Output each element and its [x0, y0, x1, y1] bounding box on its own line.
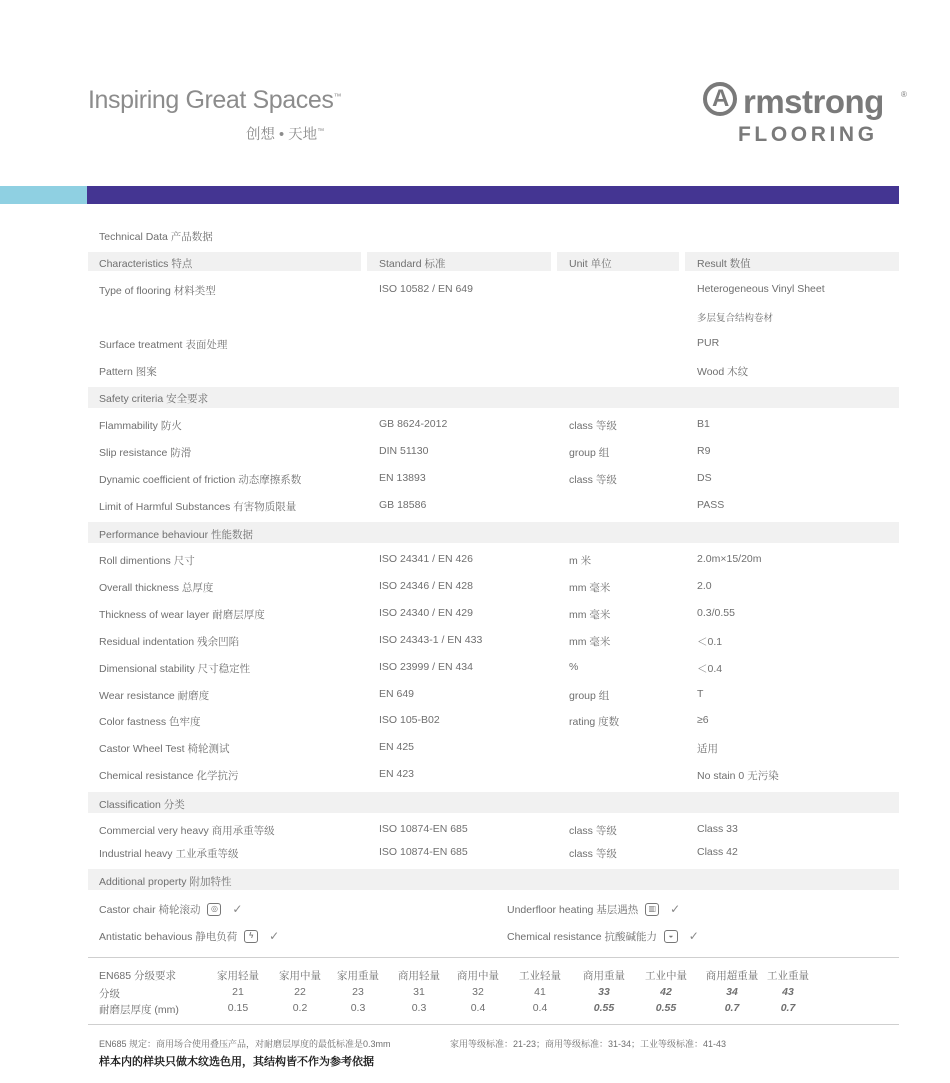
- en685-grade: 41: [534, 986, 546, 998]
- row-characteristic: Slip resistance 防滑: [99, 447, 192, 459]
- row-result: Class 42: [697, 846, 738, 858]
- row-result: DS: [697, 472, 712, 484]
- row-characteristic: Pattern 图案: [99, 366, 157, 378]
- row-result: 2.0: [697, 580, 712, 592]
- row-result: 适用: [697, 743, 718, 755]
- row-standard: DIN 51130: [379, 445, 429, 457]
- row-standard: ISO 24346 / EN 428: [379, 580, 473, 592]
- en685-header: 工业轻量: [519, 970, 561, 982]
- en685-grade: 22: [294, 986, 306, 998]
- en685-thickness: 0.7: [780, 1002, 796, 1014]
- en685-grade: 33: [598, 986, 610, 998]
- row-characteristic: Roll dimentions 尺寸: [99, 555, 195, 567]
- row-unit: group 组: [569, 690, 610, 702]
- row-characteristic: Limit of Harmful Substances 有害物质限量: [99, 501, 297, 513]
- static-icon: ϟ: [244, 930, 258, 943]
- row-characteristic: Residual indentation 残余凹陷: [99, 636, 240, 648]
- en685-header: 家用中量: [279, 970, 321, 982]
- row-characteristic: Color fastness 色牢度: [99, 716, 201, 728]
- row-characteristic: Commercial very heavy 商用承重等级: [99, 825, 275, 837]
- row-standard: EN 13893: [379, 472, 426, 484]
- row-result: ＜0.1: [697, 636, 723, 648]
- row-result: Heterogeneous Vinyl Sheet: [697, 283, 825, 295]
- row-result: 2.0m×15/20m: [697, 553, 762, 565]
- note-regulation: EN685 规定：商用场合使用叠压产品，对耐磨层厚度的最低标准是0.3mm: [99, 1039, 391, 1049]
- row-standard: ISO 105-B02: [379, 714, 440, 726]
- en685-thickness: 0.15: [227, 1002, 249, 1014]
- row-characteristic: Thickness of wear layer 耐磨层厚度: [99, 609, 265, 621]
- additional-castor: Castor chair 椅轮滚动 ◎ ✓: [99, 902, 243, 916]
- en685-header: 家用重量: [337, 970, 379, 982]
- row-characteristic: Type of flooring 材料类型: [99, 285, 216, 297]
- row-unit: m 米: [569, 555, 592, 567]
- en685-grade: 23: [352, 986, 364, 998]
- section-title-classification: Classification 分类: [99, 799, 185, 811]
- row-characteristic: Overall thickness 总厚度: [99, 582, 214, 594]
- section-title-additional: Additional property 附加特性: [99, 876, 232, 888]
- row-unit: %: [569, 661, 579, 673]
- row-characteristic: Castor Wheel Test 椅轮测试: [99, 743, 230, 755]
- table-title: Technical Data 产品数据: [99, 231, 213, 243]
- row-unit: group 组: [569, 447, 610, 459]
- row-result: Wood 木纹: [697, 366, 749, 378]
- en685-label: EN685 分级要求: [99, 970, 177, 982]
- row-characteristic: Industrial heavy 工业承重等级: [99, 848, 239, 860]
- en685-thickness: 0.3: [411, 1002, 427, 1014]
- en685-header: 工业重量: [767, 970, 809, 982]
- tagline-cn: 创想 • 天地™: [246, 127, 325, 143]
- en685-thickness: 0.4: [470, 1002, 486, 1014]
- wheel-icon: ◎: [207, 903, 221, 916]
- row-standard: EN 423: [379, 768, 415, 780]
- logo-a-ring: A: [703, 82, 737, 116]
- row-characteristic: Wear resistance 耐磨度: [99, 690, 210, 702]
- row-standard: ISO 10874-EN 685: [379, 823, 468, 835]
- en685-header: 工业中量: [645, 970, 687, 982]
- divider: [88, 1024, 899, 1025]
- col-header-unit: Unit 单位: [569, 258, 612, 270]
- section-bg: [88, 387, 899, 408]
- en685-thickness: 0.3: [350, 1002, 366, 1014]
- en685-header: 商用超重量: [705, 970, 759, 982]
- tagline: Inspiring Great Spaces™: [88, 86, 342, 114]
- row-result: R9: [697, 445, 711, 457]
- row-characteristic: Chemical resistance 化学抗污: [99, 770, 239, 782]
- en685-grade: 42: [660, 986, 672, 998]
- row-standard: ISO 24341 / EN 426: [379, 553, 473, 565]
- col-header-result: Result 数值: [697, 258, 751, 270]
- note-disclaimer: 样本内的样块只做木纹选色用，其结构皆不作为参考依据: [99, 1056, 374, 1068]
- accent-band-dark: [87, 186, 899, 204]
- chemical-icon: ◒: [664, 930, 678, 943]
- en685-thickness: 0.55: [655, 1002, 677, 1014]
- en685-header: 家用轻量: [217, 970, 259, 982]
- row-standard: ISO 10874-EN 685: [379, 846, 468, 858]
- row-result: Class 33: [697, 823, 738, 835]
- additional-chemical: Chemical resistance 抗酸碱能力 ◒ ✓: [507, 929, 699, 943]
- row-result: B1: [697, 418, 710, 430]
- row-unit: class 等级: [569, 848, 617, 860]
- en685-thickness: 0.55: [593, 1002, 615, 1014]
- check-icon: ✓: [232, 902, 243, 916]
- en685-header: 商用轻量: [398, 970, 440, 982]
- row-characteristic: Dimensional stability 尺寸稳定性: [99, 663, 251, 675]
- row-unit: mm 毫米: [569, 582, 611, 594]
- row-characteristic: Dynamic coefficient of friction 动态摩擦系数: [99, 474, 302, 486]
- row-standard: ISO 10582 / EN 649: [379, 283, 473, 295]
- en685-thickness-label: 耐磨层厚度 (mm): [99, 1004, 179, 1016]
- en685-grade-label: 分级: [99, 988, 120, 1000]
- row-standard: EN 425: [379, 741, 415, 753]
- row-result: ≥6: [697, 714, 709, 726]
- row-unit: class 等级: [569, 474, 617, 486]
- row-result: PASS: [697, 499, 725, 511]
- row-result: T: [697, 688, 704, 700]
- additional-underfloor: Underfloor heating 基层遇热 ▥ ✓: [507, 902, 681, 916]
- row-result: 0.3/0.55: [697, 607, 735, 619]
- additional-antistatic: Antistatic behavious 静电负荷 ϟ ✓: [99, 929, 280, 943]
- accent-band-light: [0, 186, 87, 204]
- row-unit: class 等级: [569, 420, 617, 432]
- en685-thickness: 0.2: [292, 1002, 308, 1014]
- heating-icon: ▥: [645, 903, 659, 916]
- en685-thickness: 0.7: [724, 1002, 740, 1014]
- row-unit: mm 毫米: [569, 636, 611, 648]
- check-icon: ✓: [269, 929, 280, 943]
- en685-header: 商用中量: [457, 970, 499, 982]
- section-title-performance: Performance behaviour 性能数据: [99, 529, 254, 541]
- row-standard: ISO 24340 / EN 429: [379, 607, 473, 619]
- armstrong-logo: A rmstrong ® FLOORING: [702, 80, 906, 148]
- row-result: ＜0.4: [697, 663, 723, 675]
- check-icon: ✓: [670, 902, 681, 916]
- row-standard: GB 8624-2012: [379, 418, 448, 430]
- row-standard: GB 18586: [379, 499, 427, 511]
- note-grade-standard: 家用等级标准：21-23；商用等级标准：31-34；工业等级标准：41-43: [450, 1039, 727, 1049]
- row-unit: class 等级: [569, 825, 617, 837]
- en685-header: 商用重量: [583, 970, 625, 982]
- section-title-safety: Safety criteria 安全要求: [99, 393, 209, 405]
- row-standard: ISO 24343-1 / EN 433: [379, 634, 483, 646]
- en685-grade: 43: [782, 986, 794, 998]
- col-header-standard: Standard 标准: [379, 258, 446, 270]
- check-icon: ✓: [688, 929, 699, 943]
- row-standard: ISO 23999 / EN 434: [379, 661, 473, 673]
- divider: [88, 957, 899, 958]
- row-result: PUR: [697, 337, 720, 349]
- row-result: 多层复合结构卷材: [697, 313, 774, 324]
- en685-grade: 31: [413, 986, 425, 998]
- row-unit: rating 度数: [569, 716, 620, 728]
- en685-grade: 32: [472, 986, 484, 998]
- en685-grade: 34: [726, 986, 738, 998]
- row-unit: mm 毫米: [569, 609, 611, 621]
- row-result: No stain 0 无污染: [697, 770, 779, 782]
- section-bg: [88, 792, 899, 813]
- row-characteristic: Flammability 防火: [99, 420, 182, 432]
- en685-thickness: 0.4: [532, 1002, 548, 1014]
- row-standard: EN 649: [379, 688, 415, 700]
- col-header-characteristics: Characteristics 特点: [99, 258, 193, 270]
- row-characteristic: Surface treatment 表面处理: [99, 339, 228, 351]
- en685-grade: 21: [232, 986, 244, 998]
